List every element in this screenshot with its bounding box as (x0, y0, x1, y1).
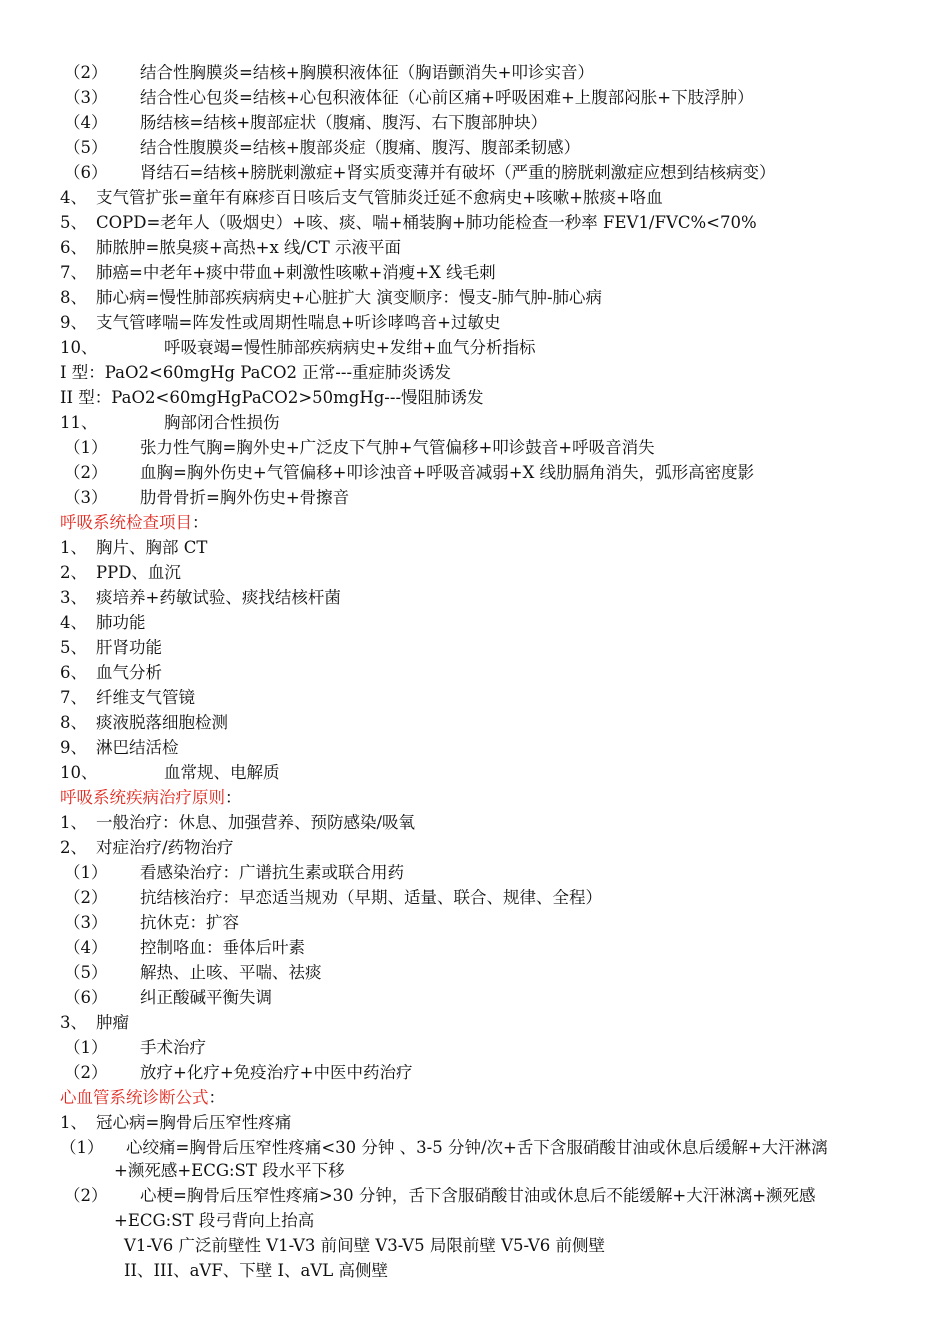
list-item: +濒死感+ECG:ST 段水平下移 (114, 1161, 345, 1180)
section-heading: 呼吸系统疾病治疗原则： (60, 788, 242, 807)
list-item: （5） 结合性腹膜炎=结核+腹部炎症（腹痛、腹泻、腹部柔韧感） (64, 138, 581, 157)
list-item: 3、 肿瘤 (60, 1013, 129, 1032)
list-item: （5） 解热、止咳、平喘、祛痰 (64, 963, 322, 982)
list-item: 5、 肝肾功能 (60, 638, 162, 657)
list-item: 6、 肺脓肿=脓臭痰+高热+x 线/CT 示液平面 (60, 238, 401, 257)
list-item: （1） 看感染治疗：广谱抗生素或联合用药 (64, 863, 404, 882)
list-item: 7、 肺癌=中老年+痰中带血+刺激性咳嗽+消瘦+X 线毛刺 (60, 263, 496, 282)
list-item: 2、 PPD、血沉 (60, 563, 181, 582)
list-item: 11、 胸部闭合性损伤 (60, 413, 280, 432)
list-item: （1） 张力性气胸=胸外史+广泛皮下气肿+气管偏移+叩诊鼓音+呼吸音消失 (64, 438, 655, 457)
list-item: （3） 抗休克：扩容 (64, 913, 239, 932)
list-item: （1） 手术治疗 (64, 1038, 206, 1057)
list-item: 3、 痰培养+药敏试验、痰找结核杆菌 (60, 588, 341, 607)
list-item: （1） 心绞痛=胸骨后压窄性疼痛<30 分钟 、3-5 分钟/次+舌下含服硝酸甘油或休息后缓解+大汗淋漓 (60, 1138, 828, 1157)
list-item: 7、 纤维支气管镜 (60, 688, 195, 707)
list-item: 9、 支气管哮喘=阵发性或周期性喘息+听诊哮鸣音+过敏史 (60, 313, 501, 332)
list-item: 8、 痰液脱落细胞检测 (60, 713, 228, 732)
list-item: 1、 胸片、胸部 CT (60, 538, 208, 557)
list-item: （2） 血胸=胸外伤史+气管偏移+叩诊浊音+呼吸音减弱+X 线肋膈角消失，弧形高密度影 (64, 463, 755, 482)
list-item: （2） 放疗+化疗+免疫治疗+中医中药治疗 (64, 1063, 413, 1082)
list-item: 4、 支气管扩张=童年有麻疹百日咳后支气管肺炎迁延不愈病史+咳嗽+脓痰+咯血 (60, 188, 663, 207)
list-item: II、III、aVF、下壁 I、aVL 高侧壁 (124, 1261, 389, 1280)
list-item: 9、 淋巴结活检 (60, 738, 179, 757)
list-item: 8、 肺心病=慢性肺部疾病病史+心脏扩大 演变顺序：慢支-肺气肿-肺心病 (60, 288, 603, 307)
list-item: （4） 控制咯血：垂体后叶素 (64, 938, 305, 957)
section-heading: 心血管系统诊断公式： (60, 1088, 225, 1107)
section-heading: 呼吸系统检查项目： (60, 513, 209, 532)
list-item: 1、 冠心病=胸骨后压窄性疼痛 (60, 1113, 292, 1132)
list-item: （2） 抗结核治疗：早恋适当规劝（早期、适量、联合、规律、全程） (64, 888, 602, 907)
list-item: （3） 肋骨骨折=胸外伤史+骨擦音 (64, 488, 350, 507)
list-item: 1、 一般治疗：休息、加强营养、预防感染/吸氧 (60, 813, 416, 832)
list-item: （4） 肠结核=结核+腹部症状（腹痛、腹泻、右下腹部肿块） (64, 113, 548, 132)
list-item: （2） 结合性胸膜炎=结核+胸膜积液体征（胸语颤消失+叩诊实音） (64, 63, 594, 82)
list-item: 10、 呼吸衰竭=慢性肺部疾病病史+发绀+血气分析指标 (60, 338, 536, 357)
list-item: V1-V6 广泛前壁性 V1-V3 前间壁 V3-V5 局限前壁 V5-V6 前侧壁 (124, 1236, 606, 1255)
list-item: II 型：PaO2<60mgHgPaCO2>50mgHg---慢阻肺诱发 (60, 388, 484, 407)
list-item: 2、 对症治疗/药物治疗 (60, 838, 234, 857)
list-item: （3） 结合性心包炎=结核+心包积液体征（心前区痛+呼吸困难+上腹部闷胀+下肢浮肿） (64, 88, 754, 107)
list-item: 6、 血气分析 (60, 663, 162, 682)
list-item: （6） 纠正酸碱平衡失调 (64, 988, 272, 1007)
list-item: +ECG:ST 段弓背向上抬高 (114, 1211, 315, 1230)
list-item: 4、 肺功能 (60, 613, 146, 632)
list-item: I 型：PaO2<60mgHg PaCO2 正常---重症肺炎诱发 (60, 363, 452, 382)
list-item: 5、 COPD=老年人（吸烟史）+咳、痰、喘+桶装胸+肺功能检查一秒率 FEV1/FVC%<70% (60, 213, 757, 232)
list-item: 10、 血常规、电解质 (60, 763, 280, 782)
list-item: （6） 肾结石=结核+膀胱刺激症+肾实质变薄并有破坏（严重的膀胱刺激症应想到结核病变） (64, 163, 776, 182)
list-item: （2） 心梗=胸骨后压窄性疼痛>30 分钟，舌下含服硝酸甘油或休息后不能缓解+大汗淋漓+濒死感 (64, 1186, 816, 1205)
